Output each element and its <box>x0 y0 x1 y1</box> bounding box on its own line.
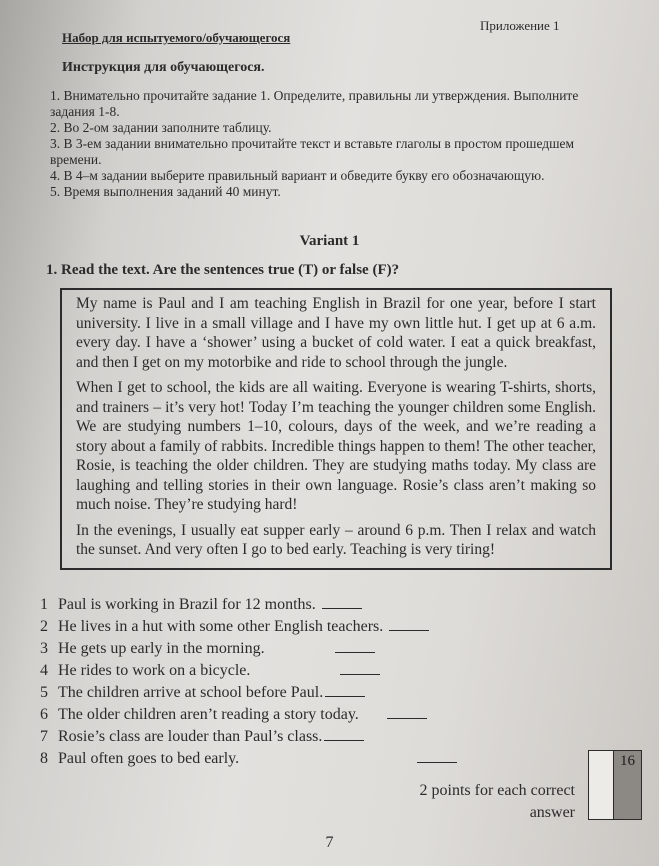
question-number: 6 <box>40 706 48 723</box>
question-text: Paul often goes to bed early. <box>58 750 240 767</box>
instruction-item: 4. В 4–м задании выберите правильный вариант и обведите букву его обозначающую. <box>50 168 545 183</box>
question-text: Paul is working in Brazil for 12 months. <box>58 596 316 613</box>
question-item <box>30 748 490 770</box>
question-text: The children arrive at school before Paul. <box>58 684 324 701</box>
question-item <box>30 638 490 660</box>
question-item <box>30 594 490 616</box>
points-note-line: 2 points for each correct <box>419 782 575 799</box>
question-item <box>30 682 490 704</box>
question-item <box>30 704 490 726</box>
answer-blank[interactable] <box>335 638 375 653</box>
reading-text-box <box>60 288 612 570</box>
page-number: 7 <box>325 834 334 851</box>
score-max-cell <box>614 751 641 819</box>
question-text: Rosie’s class are louder than Paul’s class. <box>58 728 323 745</box>
question-number: 8 <box>40 750 48 767</box>
instruction-item: 2. Во 2-ом задании заполните таблицу. <box>50 120 272 135</box>
question-number: 4 <box>40 662 48 679</box>
answer-blank[interactable] <box>322 594 362 609</box>
question-text: He gets up early in the morning. <box>58 640 265 657</box>
answer-blank[interactable] <box>417 748 457 763</box>
reading-paragraph: When I get to school, the kids are all waiting. Everyone is wearing T-shirts, shorts, and trainers – it’s very hot! Today I’m teaching the younger children some English. We are studying numbers 1–10, colours, days of the week, and we’re reading a story about a family of rabbits. Incredible things happen to them! The other teacher, Rosie, is teaching the older children. They are studying maths today. My class are laughing and telling stories in their own language. Rosie’s class aren’t making so much noise. They’re studying hard! <box>76 379 596 513</box>
question-number: 3 <box>40 640 48 657</box>
question-number: 5 <box>40 684 48 701</box>
question-item <box>30 660 490 682</box>
reading-paragraph: My name is Paul and I am teaching English in Brazil for one year, before I start university. I live in a small village and I have my own little hut. I get up at 6 a.m. every day. I have a ‘shower’ using a bucket of cold water. I eat a quick breakfast, and then I get on my motorbike and ride to school through the jungle. <box>76 295 596 371</box>
answer-blank[interactable] <box>340 660 380 675</box>
reading-paragraph: In the evenings, I usually eat supper early – around 6 p.m. Then I relax and watch the sunset. And very often I go to bed early. Teaching is very tiring! <box>76 521 596 558</box>
points-note <box>380 780 575 824</box>
answer-blank[interactable] <box>325 682 365 697</box>
variant-heading: Variant 1 <box>299 233 360 249</box>
question-text: He lives in a hut with some other English teachers. <box>58 618 384 635</box>
question-item <box>30 616 490 638</box>
score-max-value: 16 <box>620 753 635 769</box>
question-number: 1 <box>40 596 48 613</box>
question-number: 7 <box>40 728 48 745</box>
points-note-line: answer <box>529 804 575 821</box>
question-number: 2 <box>40 618 48 635</box>
question-text: The older children aren’t reading a story today. <box>58 706 359 723</box>
question-item <box>30 726 490 748</box>
answer-blank[interactable] <box>324 726 364 741</box>
annex-label: Приложение 1 <box>480 18 560 33</box>
instruction-item: 1. Внимательно прочитайте задание 1. Определите, правильны ли утверждения. Выполните задания 1-8. <box>50 88 579 119</box>
score-box <box>588 750 642 820</box>
instruction-item: 3. В 3-ем задании внимательно прочитайте текст и вставьте глаголы в простом прошедшем времени. <box>50 136 575 167</box>
answer-blank[interactable] <box>387 704 427 719</box>
question-text: He rides to work on a bicycle. <box>58 662 251 679</box>
score-entry-cell[interactable] <box>589 751 614 819</box>
instructions-title: Инструкция для обучающегося. <box>62 60 265 75</box>
answer-blank[interactable] <box>389 616 429 631</box>
instructions-list <box>50 88 610 200</box>
task-heading: 1. Read the text. Are the sentences true (T) or false (F)? <box>46 262 400 278</box>
set-title: Набор для испытуемого/обучающегося <box>62 30 291 45</box>
questions-list <box>30 594 490 770</box>
instruction-item: 5. Время выполнения заданий 40 минут. <box>50 184 281 199</box>
